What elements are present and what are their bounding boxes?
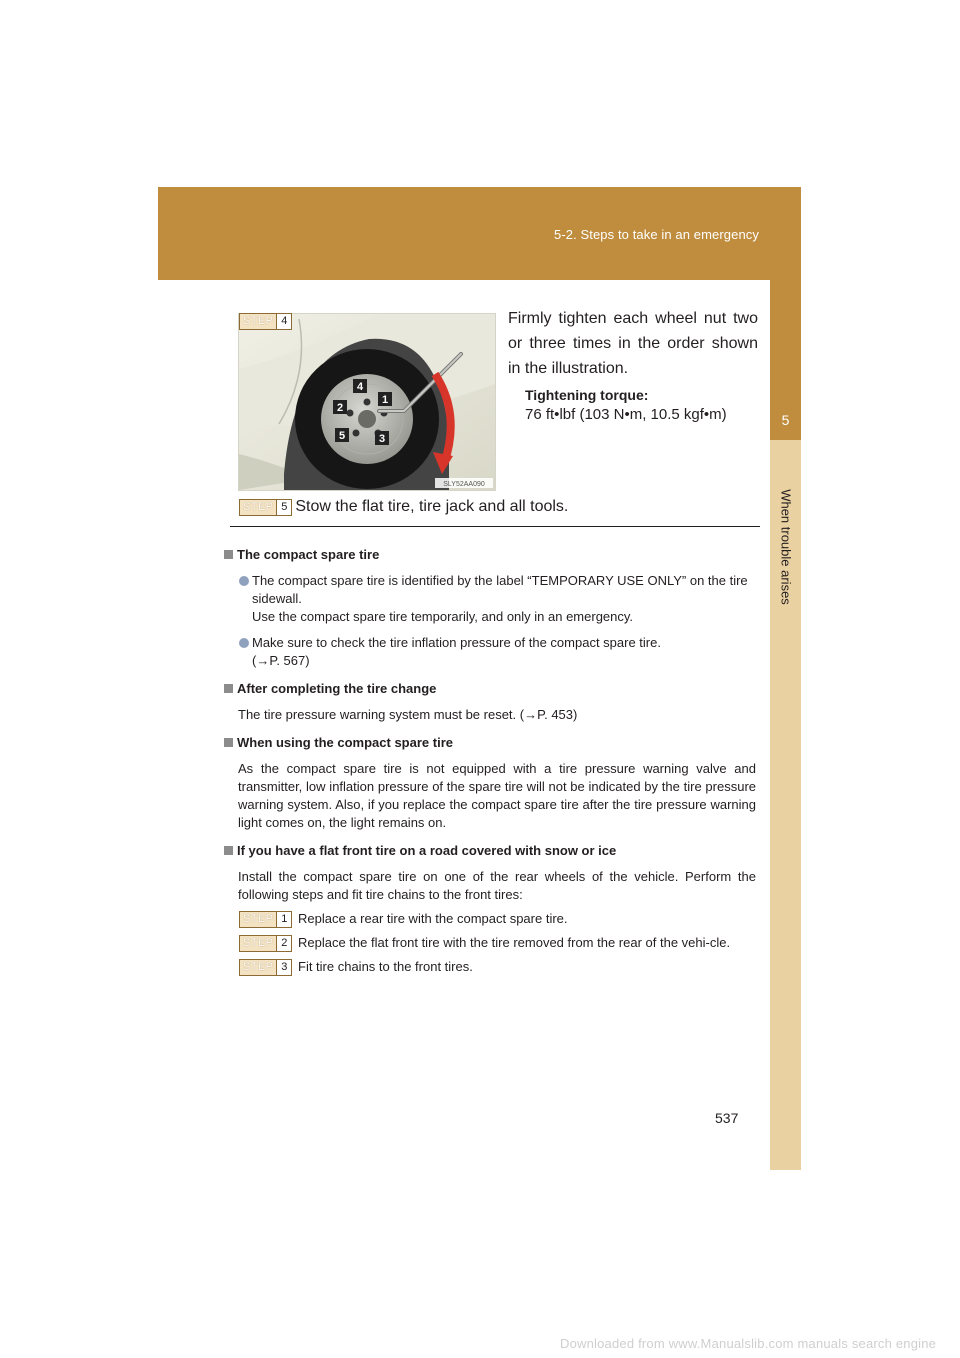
step-5-badge bbox=[239, 499, 292, 516]
step-label: STEP bbox=[243, 937, 274, 949]
step-5-row bbox=[239, 498, 568, 516]
page-reference-link[interactable]: (→P. 567) bbox=[252, 653, 310, 668]
step-label: STEP bbox=[243, 500, 274, 513]
bullet-text: The compact spare tire is identified by the label “TEMPORARY USE ONLY” on the tire sidewall. bbox=[252, 573, 748, 606]
note-heading bbox=[222, 842, 756, 860]
square-marker-icon bbox=[224, 846, 233, 855]
square-marker-icon bbox=[224, 738, 233, 747]
step-label: STEP bbox=[243, 961, 274, 973]
square-marker-icon bbox=[224, 684, 233, 693]
section-divider bbox=[230, 526, 760, 527]
torque-value: 76 ft•lbf (103 N•m, 10.5 kgf•m) bbox=[525, 406, 727, 423]
note-heading bbox=[222, 734, 756, 752]
footer-watermark[interactable]: Downloaded from www.Manualslib.com manuals search engine bbox=[560, 1336, 937, 1351]
nut-order-4: 4 bbox=[356, 381, 364, 393]
nut-order-5: 5 bbox=[338, 430, 346, 442]
step-4-badge bbox=[239, 313, 292, 330]
snow-step-3 bbox=[222, 958, 756, 976]
nut-order-3: 3 bbox=[378, 433, 386, 445]
step-4-instruction: Firmly tighten each wheel nut two or three times in the order shown in the illustration. bbox=[508, 310, 758, 377]
step-text: Replace the flat front tire with the tire removed from the rear of the vehi-cle. bbox=[298, 935, 731, 950]
page-number: 537 bbox=[715, 1110, 739, 1126]
bullet-text: Use the compact spare tire temporarily, and only in an emergency. bbox=[252, 609, 634, 624]
note-heading bbox=[222, 680, 756, 698]
step-number: 2 bbox=[276, 936, 291, 951]
step-5-instruction: Stow the flat tire, tire jack and all tools. bbox=[295, 498, 569, 515]
chapter-number-box[interactable] bbox=[770, 280, 801, 440]
header-band bbox=[158, 187, 801, 280]
snow-step-1 bbox=[222, 910, 756, 928]
step-text: Replace a rear tire with the compact spare tire. bbox=[298, 911, 568, 926]
wheel-nut-tightening-illustration bbox=[238, 313, 496, 491]
chapter-title: When trouble arises bbox=[778, 489, 794, 605]
step-number: 3 bbox=[276, 960, 291, 975]
section-title: 5-2. Steps to take in an emergency bbox=[553, 227, 759, 242]
bullet-text: Make sure to check the tire inflation pressure of the compact spare tire. bbox=[252, 635, 661, 650]
figure-code: SLY52AA090 bbox=[443, 481, 485, 488]
nut-order-1: 1 bbox=[381, 394, 389, 406]
bullet-dot-icon bbox=[239, 638, 249, 648]
step-text: Fit tire chains to the front tires. bbox=[298, 959, 473, 974]
step-number: 5 bbox=[276, 500, 291, 515]
torque-label: Tightening torque: bbox=[525, 387, 649, 403]
chapter-number: 5 bbox=[781, 412, 790, 428]
chapter-title-tab[interactable] bbox=[771, 462, 801, 632]
note-paragraph: Install the compact spare tire on one of the rear wheels of the vehicle. Perform the following steps and fit tire chains to the front tires: bbox=[238, 869, 756, 902]
compact-spare-title: The compact spare tire bbox=[237, 547, 380, 562]
step-badge bbox=[239, 935, 292, 952]
step-number: 4 bbox=[276, 314, 291, 329]
square-marker-icon bbox=[224, 550, 233, 559]
step-badge bbox=[239, 959, 292, 976]
bullet-dot-icon bbox=[239, 576, 249, 586]
step-badge bbox=[239, 911, 292, 928]
step-label: STEP bbox=[243, 913, 274, 925]
snow-step-2 bbox=[222, 934, 756, 952]
note-paragraph: The tire pressure warning system must be reset. (→P. 453) bbox=[238, 707, 578, 722]
snow-ice-title: If you have a flat front tire on a road covered with snow or ice bbox=[237, 843, 617, 858]
using-spare-title: When using the compact spare tire bbox=[237, 735, 453, 750]
note-paragraph: As the compact spare tire is not equipped with a tire pressure warning valve and transmitter, low inflation pressure of the spare tire will not be indicated by the tire pressure warning system. Also, if you replace the compact spare tire after the tire pressure warning light comes on, the light remains on. bbox=[238, 761, 756, 830]
nut-order-2: 2 bbox=[336, 402, 344, 414]
bullet-item bbox=[222, 634, 756, 670]
notes-section bbox=[222, 546, 756, 976]
after-change-title: After completing the tire change bbox=[237, 681, 437, 696]
step-number: 1 bbox=[276, 912, 291, 927]
bullet-item bbox=[222, 572, 756, 626]
step-label: STEP bbox=[243, 315, 274, 327]
note-heading bbox=[222, 546, 756, 564]
